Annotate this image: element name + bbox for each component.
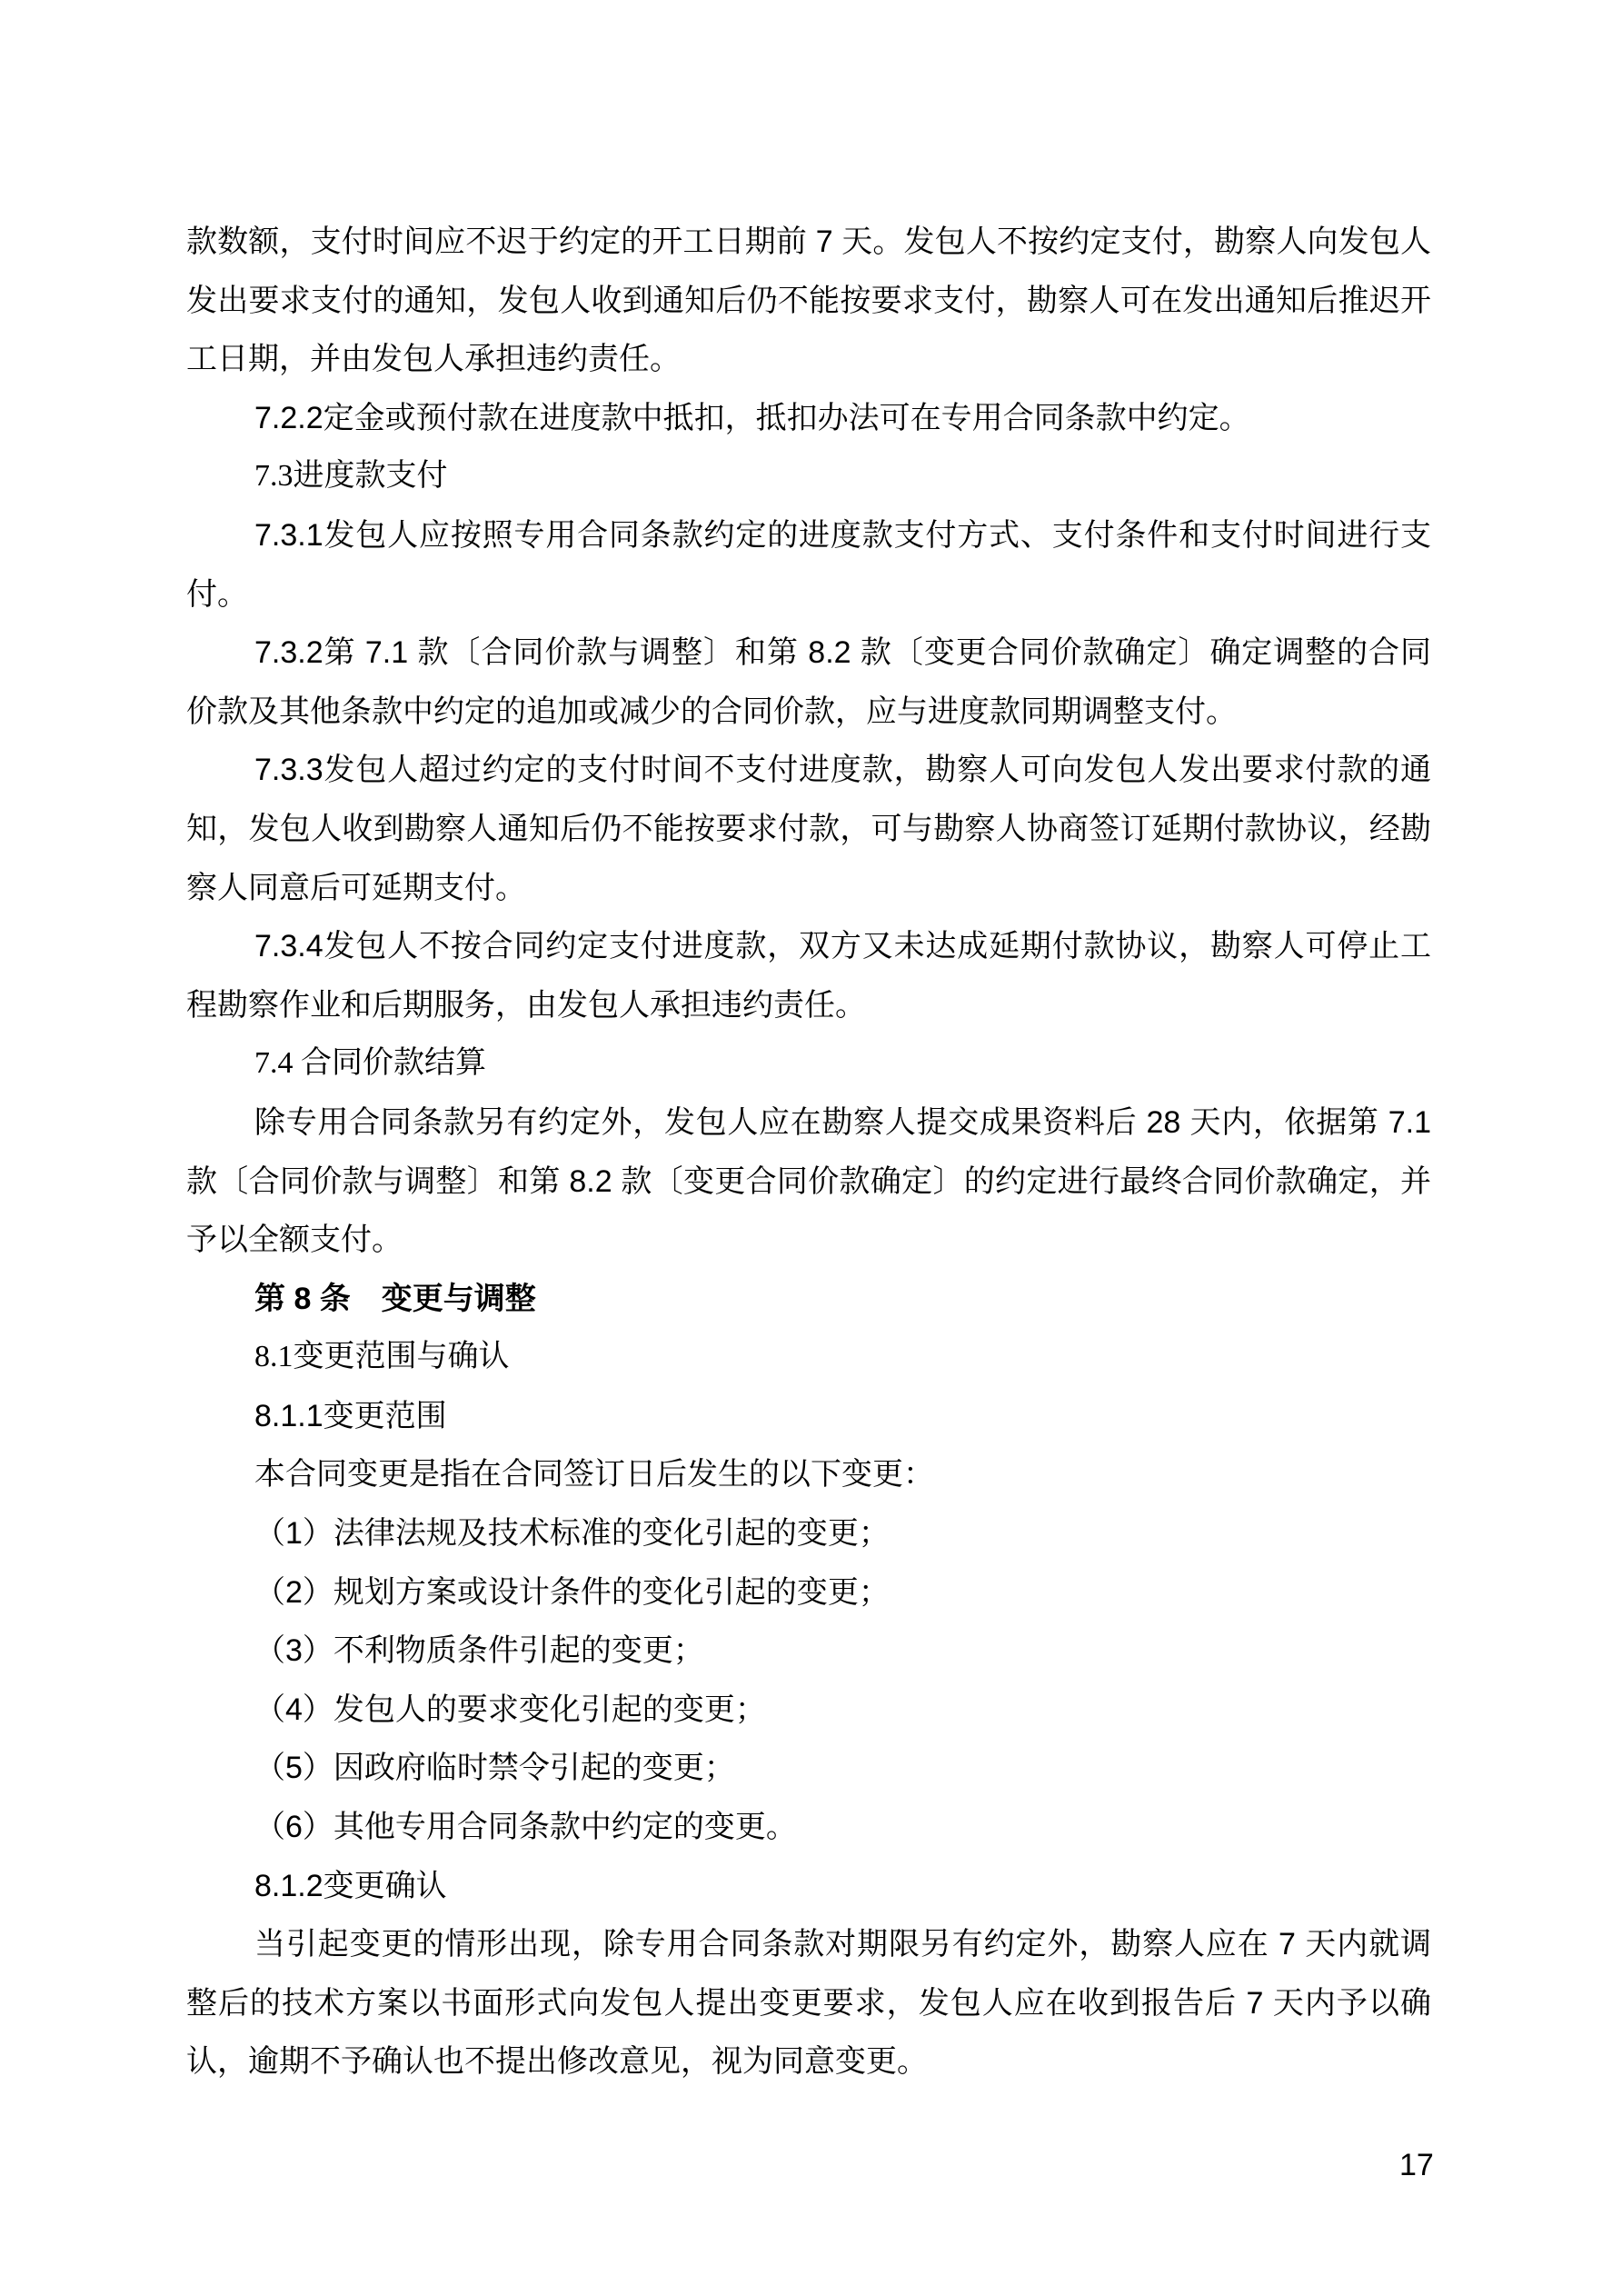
clause-heading-8-1-2: 8.1.2变更确认 [254,1868,447,1903]
clause-7-4-body: 除专用合同条款另有约定外，发包人应在勘察人提交成果资料后 28 天内，依据第 7.1 款〔合同价款与调整〕和第 8.2 款〔变更合同价款确定〕的约定进行最终合同价款确定，并予以全额支付。 [186,1104,1431,1258]
clause-7-2-2: 7.2.2定金或预付款在进度款中抵扣，抵扣办法可在专用合同条款中约定。 [254,400,1250,435]
article-8-heading: 第 8 条 变更与调整 [254,1281,536,1316]
list-item-change-4: （4）发包人的要求变化引起的变更； [254,1692,766,1727]
clause-heading-7-3: 7.3进度款支付 [254,459,448,494]
paragraph-change-intro: 本合同变更是指在合同签订日后发生的以下变更： [254,1457,934,1492]
list-item-change-3: （3）不利物质条件引起的变更； [254,1633,704,1669]
clause-heading-8-1-1: 8.1.1变更范围 [254,1398,447,1433]
paragraph-continuation-payment: 款数额，支付时间应不迟于约定的开工日期前 7 天。发包人不按约定支付，勘察人向发包人发出要求支付的通知，发包人收到通知后仍不能按要求支付，勘察人可在发出通知后推迟开工日期，并由发包人承担违约责任。 [186,225,1431,377]
page-content [186,213,1431,2091]
clause-heading-7-4: 7.4 合同价款结算 [254,1046,486,1081]
list-item-change-5: （5）因政府临时禁令引起的变更； [254,1751,735,1786]
clause-7-3-4: 7.3.4发包人不按合同约定支付进度款，双方又未达成延期付款协议，勘察人可停止工程勘察作业和后期服务，由发包人承担违约责任。 [186,929,1431,1023]
page-number: 17 [1399,2148,1434,2182]
clause-7-3-2: 7.3.2第 7.1 款〔合同价款与调整〕和第 8.2 款〔变更合同价款确定〕确定调整的合同价款及其他条款中约定的追加或减少的合同价款，应与进度款同期调整支付。 [186,635,1431,729]
list-item-change-2: （2）规划方案或设计条件的变化引起的变更； [254,1574,890,1610]
clause-8-1-2-body: 当引起变更的情形出现，除专用合同条款对期限另有约定外，勘察人应在 7 天内就调整后的技术方案以书面形式向发包人提出变更要求，发包人应在收到报告后 7 天内予以确认，逾期不予确认也不提出修改意见，视为同意变更。 [186,1927,1431,2080]
list-item-change-1: （1）法律法规及技术标准的变化引起的变更； [254,1516,890,1552]
clause-7-3-1: 7.3.1发包人应按照专用合同条款约定的进度款支付方式、支付条件和支付时间进行支付。 [186,517,1431,612]
clause-heading-8-1: 8.1变更范围与确认 [254,1340,510,1374]
list-item-change-6: （6）其他专用合同条款中约定的变更。 [254,1810,797,1845]
clause-7-3-3: 7.3.3发包人超过约定的支付时间不支付进度款，勘察人可向发包人发出要求付款的通知，发包人收到勘察人通知后仍不能按要求付款，可与勘察人协商签订延期付款协议，经勘察人同意后可延期支付。 [186,753,1431,905]
